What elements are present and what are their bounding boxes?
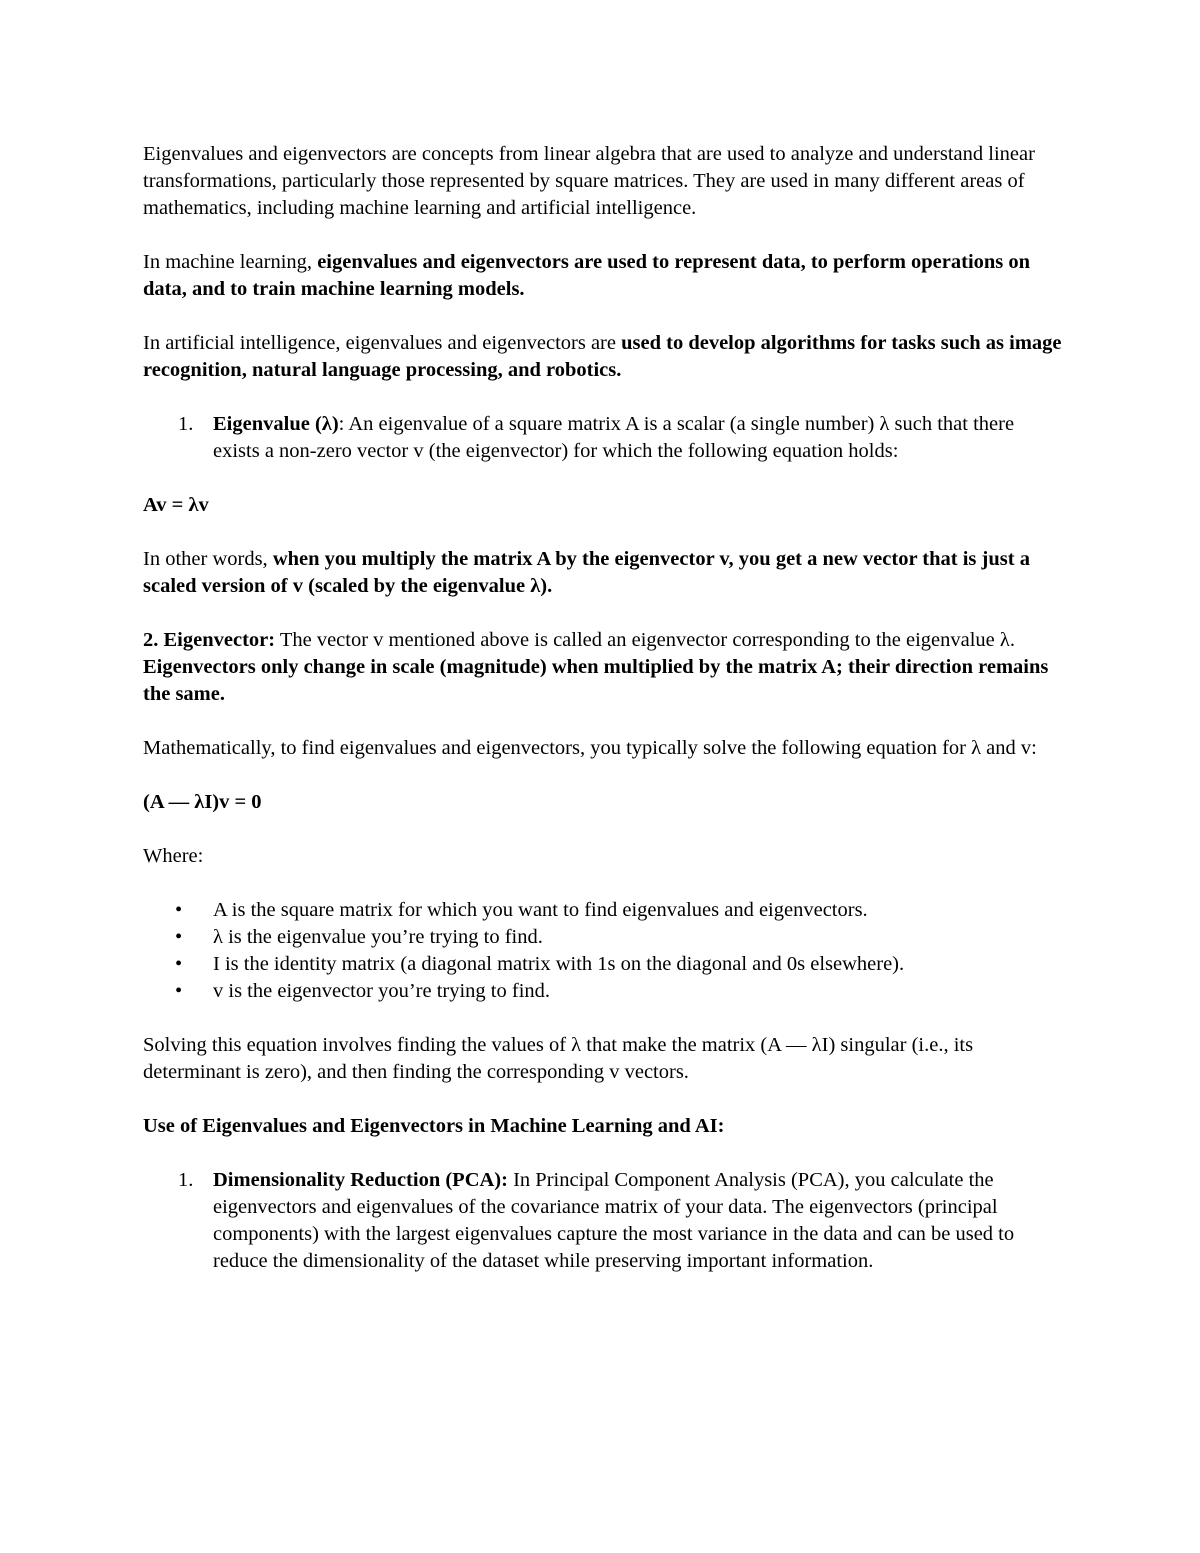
bullet-icon: • <box>175 926 183 948</box>
list-number: 1. <box>178 413 194 435</box>
list-item-text: λ is the eigenvalue you’re trying to find. <box>213 926 543 948</box>
list-number: 1. <box>178 1169 194 1191</box>
eigenvalue-definition: : An eigenvalue of a square matrix A is a scalar (a single number) λ such that there exists a non-zero vector v (the eigenvector) for which the following equation holds: <box>213 413 1015 462</box>
eigenvector-emphasis: Eigenvectors only change in scale (magnitude) when multiplied by the matrix A; their direction remains the same. <box>143 656 1049 705</box>
list-item <box>143 978 1063 1005</box>
bullet-icon: • <box>175 953 183 975</box>
bullet-icon: • <box>175 899 183 921</box>
list-item <box>143 924 1063 951</box>
other-words-paragraph <box>143 546 1063 600</box>
ai-paragraph <box>143 330 1063 384</box>
ml-paragraph-bold: eigenvalues and eigenvectors are used to represent data, to perform operations on data, and to train machine learning models. <box>143 251 1031 300</box>
equation-characteristic-text: (A — λI)v = 0 <box>143 791 262 813</box>
pca-term: Dimensionality Reduction (PCA): <box>213 1169 508 1191</box>
equation-av-text: Av = λv <box>143 494 209 516</box>
mathematically-paragraph: Mathematically, to find eigenvalues and eigenvectors, you typically solve the following equation for λ and v: <box>143 737 1037 759</box>
list-item-text: A is the square matrix for which you want to find eigenvalues and eigenvectors. <box>213 899 868 921</box>
equation-characteristic <box>143 789 1063 816</box>
section-heading-text: Use of Eigenvalues and Eigenvectors in Machine Learning and AI: <box>143 1115 725 1137</box>
eigenvalue-list-item <box>143 411 1063 465</box>
ai-paragraph-lead: In artificial intelligence, eigenvalues and eigenvectors are <box>143 332 622 354</box>
list-item-text: v is the eigenvector you’re trying to find. <box>213 980 551 1002</box>
bullet-icon: • <box>175 980 183 1002</box>
other-words-lead: In other words, <box>143 548 273 570</box>
ml-paragraph <box>143 249 1063 303</box>
document-body <box>143 141 1063 1302</box>
equation-av <box>143 492 1063 519</box>
eigenvector-term: 2. Eigenvector: <box>143 629 276 651</box>
solving-paragraph: Solving this equation involves finding the values of λ that make the matrix (A — λI) singular (i.e., its determinant is zero), and then finding the corresponding v vectors. <box>143 1034 974 1083</box>
eigenvector-definition: The vector v mentioned above is called an eigenvector corresponding to the eigenvalue λ. <box>275 629 1015 651</box>
other-words-bold: when you multiply the matrix A by the eigenvector v, you get a new vector that is just a scaled version of v (scaled by the eigenvalue λ). <box>143 548 1030 597</box>
definitions-list <box>143 897 1063 1005</box>
section-heading <box>143 1113 1063 1140</box>
where-label: Where: <box>143 845 204 867</box>
pca-description: In Principal Component Analysis (PCA), you calculate the eigenvectors and eigenvalues of the covariance matrix of your data. The eigenvectors (principal components) with the largest eigenvalues capture the most variance in the data and can be used to reduce the dimensionality of the dataset while preserving important information. <box>213 1169 1015 1272</box>
list-item <box>143 897 1063 924</box>
ml-paragraph-lead: In machine learning, <box>143 251 318 273</box>
ai-paragraph-bold: used to develop algorithms for tasks such as image recognition, natural language processing, and robotics. <box>143 332 1062 381</box>
list-item-text: I is the identity matrix (a diagonal matrix with 1s on the diagonal and 0s elsewhere). <box>213 953 905 975</box>
eigenvector-paragraph <box>143 627 1063 708</box>
pca-list-item <box>143 1167 1063 1275</box>
eigenvalue-term: Eigenvalue (λ) <box>213 413 339 435</box>
intro-paragraph: Eigenvalues and eigenvectors are concepts from linear algebra that are used to analyze and understand linear transformations, particularly those represented by square matrices. They are used in many different areas of mathematics, including machine learning and artificial intelligence. <box>143 143 1035 219</box>
list-item <box>143 951 1063 978</box>
